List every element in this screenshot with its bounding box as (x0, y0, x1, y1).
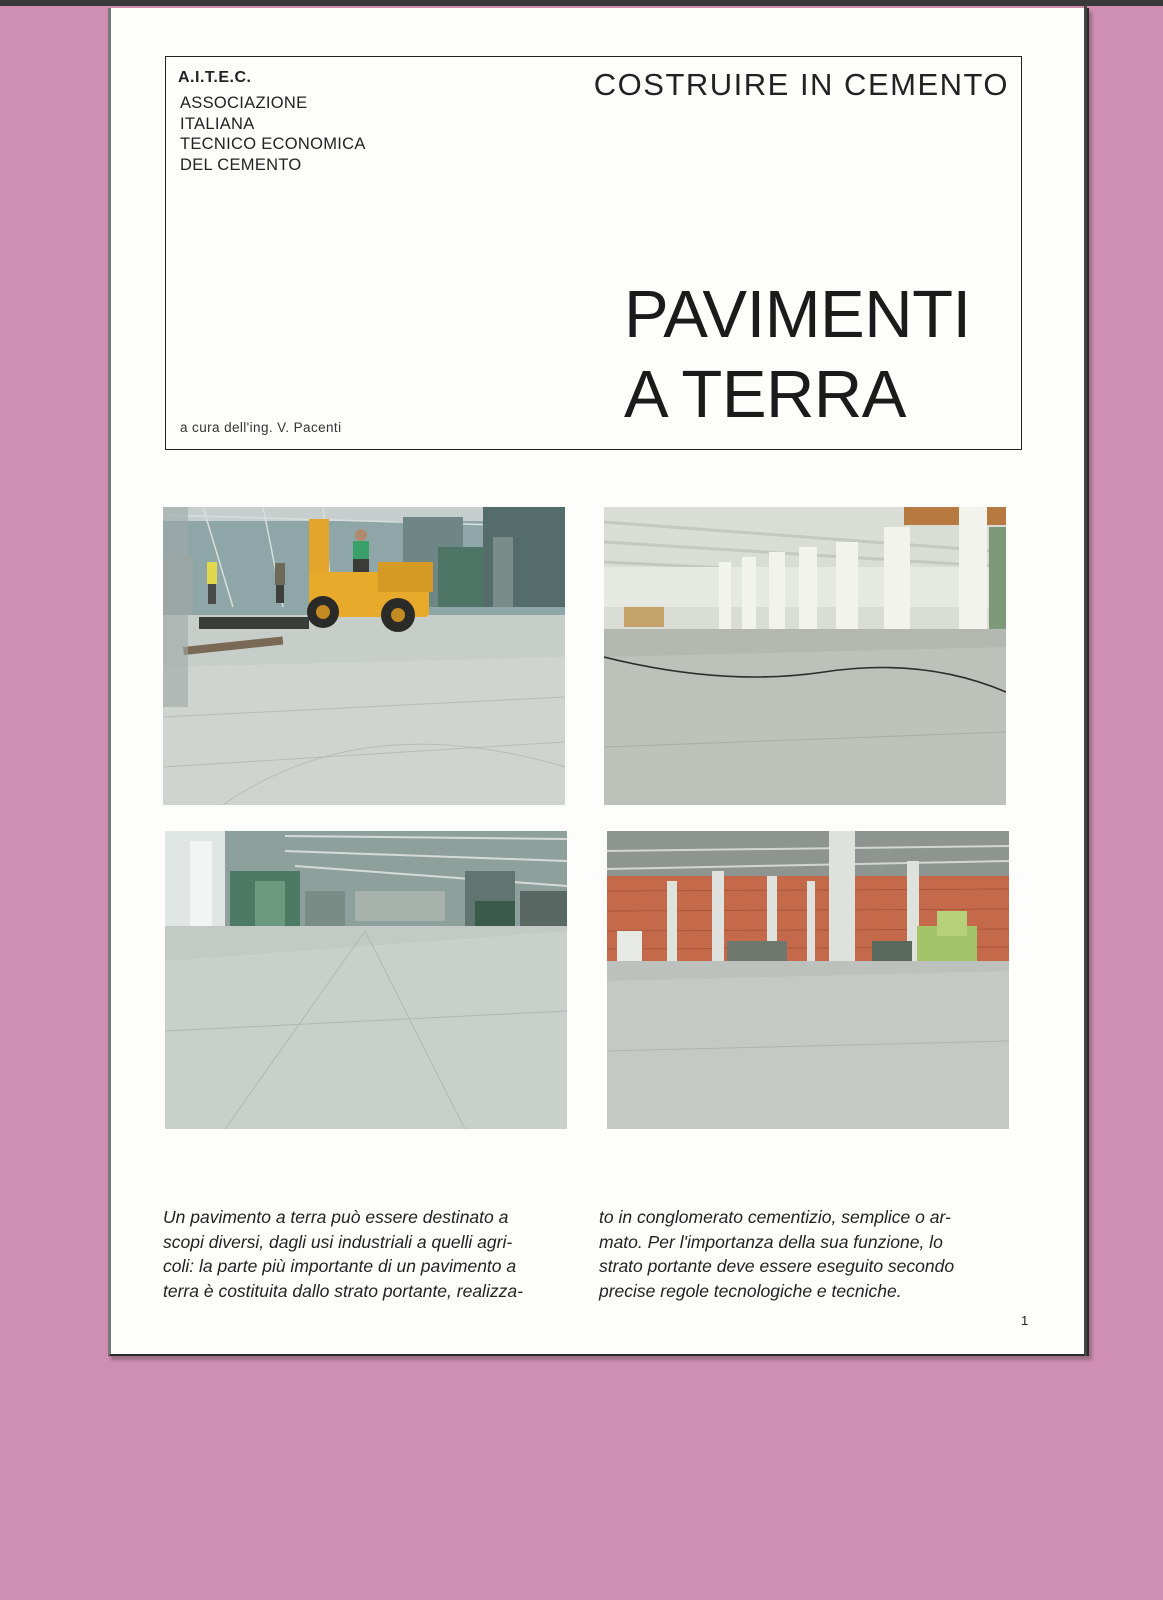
title-line: PAVIMENTI (624, 277, 971, 352)
author-credit: a cura dell'ing. V. Pacenti (180, 420, 342, 435)
org-line: ASSOCIAZIONE (180, 94, 308, 112)
body-line: Un pavimento a terra può essere destinato a (163, 1207, 509, 1227)
top-border (0, 0, 1163, 6)
body-line: strato portante deve essere eseguito secondo (599, 1256, 955, 1276)
org-line: TECNICO ECONOMICA (180, 135, 366, 153)
body-text-column-1 (163, 1205, 575, 1303)
series-title: COSTRUIRE IN CEMENTO (593, 67, 1009, 102)
body-line: mato. Per l'importanza della sua funzione, lo (599, 1231, 943, 1252)
page-title (624, 275, 971, 435)
org-code: A.I.T.E.C. (178, 69, 252, 86)
long-hall-machines-photo (165, 831, 567, 1129)
title-line: A TERRA (624, 357, 906, 432)
document-page (108, 8, 1089, 1356)
body-line: terra è costituita dallo strato portante, realizza- (163, 1280, 523, 1301)
empty-hall-columns-photo (604, 507, 1006, 805)
header-box (165, 56, 1022, 450)
body-line: coli: la parte più importante di un pavimento a (163, 1256, 517, 1276)
body-line: scopi diversi, dagli usi industriali a quelli agri- (163, 1231, 513, 1252)
org-line: ITALIANA (180, 114, 255, 133)
page-number: 1 (1021, 1313, 1029, 1328)
org-name (180, 93, 366, 175)
body-line: precise regole tecnologiche e tecniche. (599, 1280, 902, 1301)
forklift-warehouse-photo (163, 507, 565, 805)
brick-workshop-photo (607, 831, 1009, 1129)
body-text-column-2 (599, 1205, 1011, 1303)
page-edge (1084, 6, 1087, 1356)
org-line: DEL CEMENTO (180, 155, 302, 174)
body-line: to in conglomerato cementizio, semplice o ar- (599, 1207, 951, 1227)
